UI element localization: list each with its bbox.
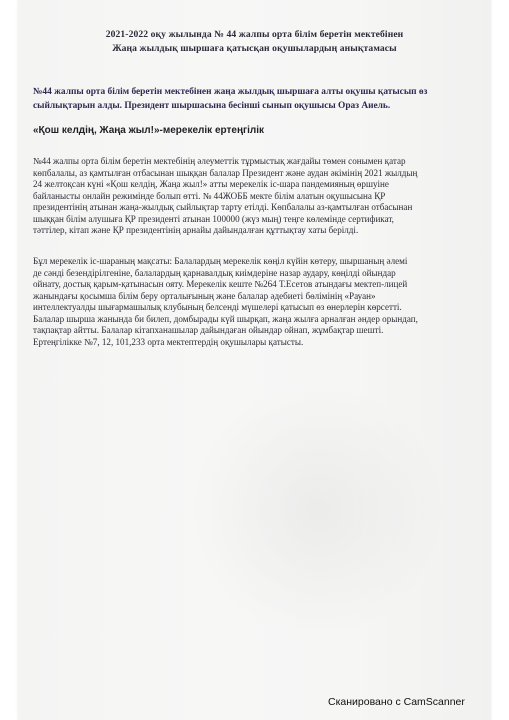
intro-line2: сыйлықтарын алды. Президент шыршасына бесінші сынып оқушысы Ораз Аиель. — [33, 101, 391, 111]
paragraph-2-line: Балалар шырша жанында би билеп, домбырады күй шырқап, жаңа жылға арналған әндер орындап, — [33, 313, 418, 324]
paragraph-2-line: Бұл мерекелік іс-шараның мақсаты: Балалардың мерекелік көңіл күйін көтеру, шыршаның әлемі — [33, 256, 408, 266]
paragraph-2-line: де сәнді безендірілгеніне, балалардың қарнавалдық киімдеріне назар аудару, көңілді ойындар — [33, 267, 396, 278]
paragraph-1-line: 24 желтоқсан күні «Қош келдің, Жаңа жыл!» атты мерекелік іс-шара пандемияның өршуіне — [33, 179, 389, 189]
paragraph-2-line: интеллектуалды шығармашылық клубының белсенді мүшелері қатысып өз өнерлерін көрсетті. — [33, 302, 402, 312]
paragraph-1-line: президентінің атынан жаңа-жылдық сыйлықтар тарту етілді. Көпбалалы аз-қамтылған отбасынан — [33, 202, 413, 212]
paragraph-1-line: тәттілер, кітап және ҚР президентінің арнайы дайындалған құттықтау хаты берілді. — [33, 225, 359, 235]
paragraph-2-line: ойнату, достық қарым-қатынасын ояту. Мерекелік кеште №264 Т.Есетов атындағы мектеп-лицей — [33, 279, 408, 289]
paragraph-1 — [33, 156, 489, 237]
scan-shadow — [188, 380, 448, 640]
document-title-line1: 2021-2022 оқу жылында № 44 жалпы орта білім беретін мектебінен — [105, 29, 404, 40]
event-subtitle: «Қош келдің, Жаңа жыл!»-мерекелік ертеңгілік — [33, 125, 265, 136]
paragraph-1-line: байланысты онлайн режимінде болып өтті. № 44ЖОББ мекте білім алатын оқушысына ҚР — [33, 190, 386, 201]
paragraph-1-line: №44 жалпы орта білім беретін мектебінің әлеуметтік тұрмыстық жағдайы төмен сонымен қатар — [33, 156, 406, 166]
paragraph-2 — [33, 256, 489, 348]
paragraph-2-line: тақпақтар айтты. Балалар кітапханашылар дайындаған ойындар ойнап, жұмбақтар шешті. — [33, 325, 384, 335]
camscanner-watermark: Сканировано с CamScanner — [328, 696, 465, 708]
intro-line1: №44 жалпы орта білім беретін мектебінен жаңа жылдық шыршаға алты оқушы қатысып өз — [33, 87, 428, 97]
paragraph-2-line: Ертеңгілікке №7, 12, 101,233 орта мектептердің оқушылары қатысты. — [33, 336, 304, 347]
paragraph-1-line: көпбалалы, аз қамтылған отбасынан шыққан балалар Президент және аудан әкімінің 2021 жылдың — [33, 167, 418, 178]
paragraph-2-line: жанындағы қосымша білім беру орталығының және балалар әдебиеті бөлімінің «Рауан» — [33, 290, 376, 301]
document-title-line2: Жаңа жылдық шыршаға қатысқан оқушылардың анықтамасы — [112, 43, 397, 54]
paragraph-1-line: шыққан білім алушыға ҚР президенті атынан 100000 (жүз мың) теңге көлемінде сертификат, — [33, 213, 394, 224]
